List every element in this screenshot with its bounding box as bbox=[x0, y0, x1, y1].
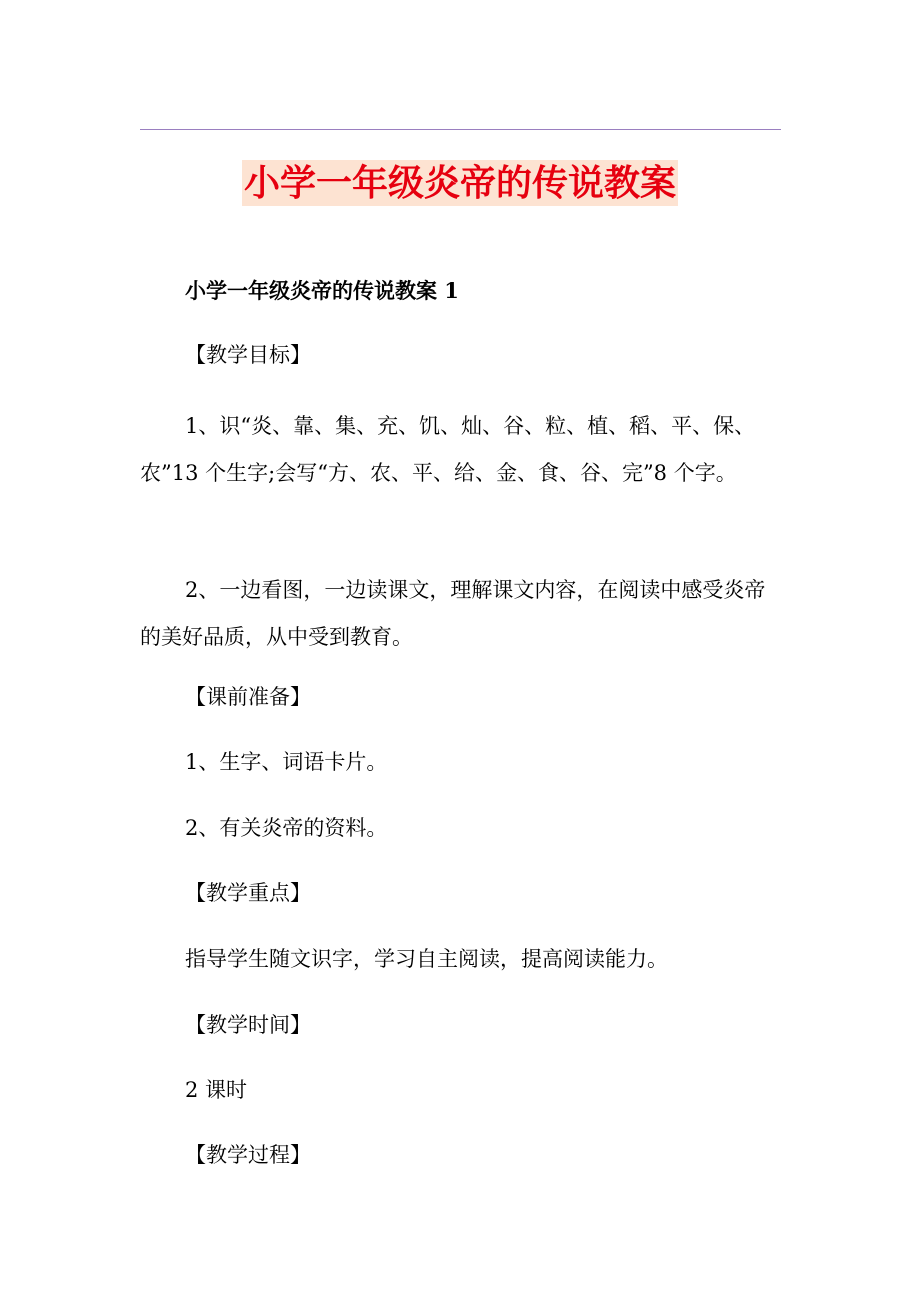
focus-text: 指导学生随文识字，学习自主阅读，提高阅读能力。 bbox=[185, 947, 668, 971]
document-title bbox=[0, 160, 920, 206]
section-heading: 小学一年级炎帝的传说教案 1 bbox=[185, 278, 459, 303]
header-rule bbox=[140, 129, 781, 130]
prep-heading: 【课前准备】 bbox=[185, 685, 311, 709]
goal-item-2: 2、一边看图，一边读课文，理解课文内容，在阅读中感受炎帝的美好品质，从中受到教育。 bbox=[140, 578, 766, 649]
goals-heading: 【教学目标】 bbox=[185, 343, 311, 367]
document-title-text: 小学一年级炎帝的传说教案 bbox=[243, 162, 676, 204]
time-heading: 【教学时间】 bbox=[185, 1013, 311, 1037]
time-text: 2 课时 bbox=[185, 1078, 248, 1102]
focus-heading: 【教学重点】 bbox=[185, 881, 311, 905]
process-heading: 【教学过程】 bbox=[185, 1143, 311, 1167]
prep-item-2: 2、有关炎帝的资料。 bbox=[185, 816, 388, 840]
prep-item-1: 1、生字、词语卡片。 bbox=[185, 750, 388, 774]
goal-item-1: 1、识“炎、靠、集、充、饥、灿、谷、粒、植、稻、平、保、农”13 个生字;会写“方、农、平、给、金、食、谷、完”8 个字。 bbox=[140, 414, 756, 485]
